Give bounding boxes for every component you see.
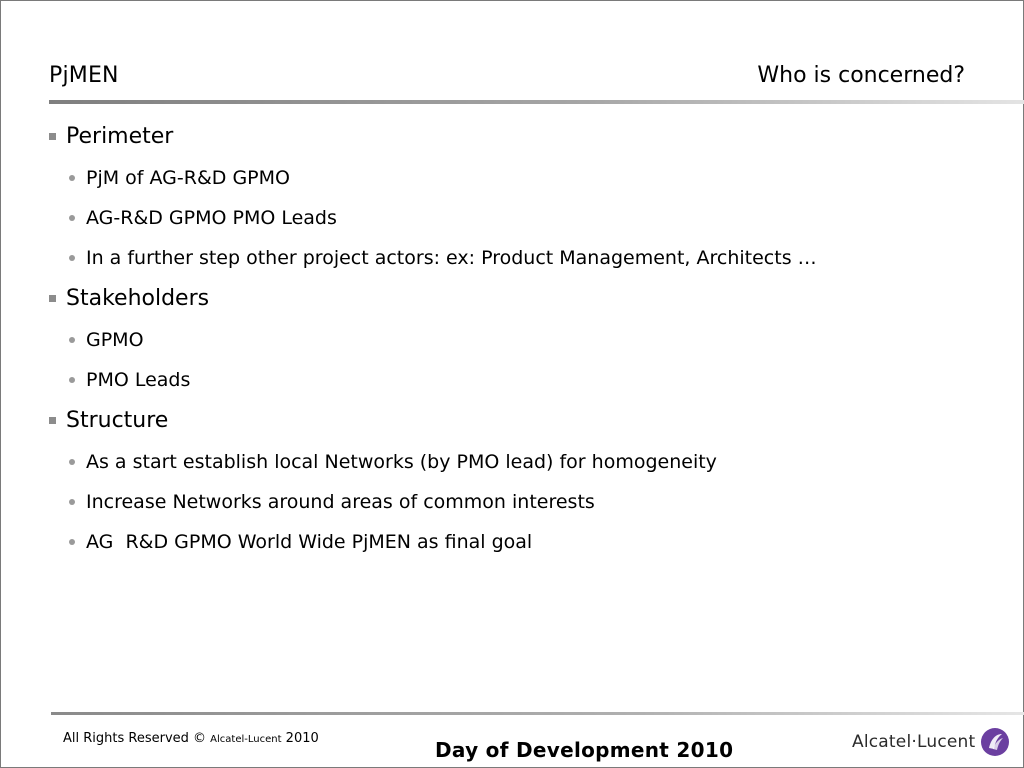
list-item [47,489,987,515]
stakeholders-list [47,327,987,393]
dot-bullet-icon [69,459,75,465]
section-heading-text: Structure [66,408,169,433]
copyright-notice [63,731,319,746]
square-bullet-icon [49,295,56,302]
dot-bullet-icon [69,337,75,343]
list-item-text: AG-R&D GPMO PMO Leads [86,207,337,229]
footer-divider [51,712,1024,715]
section-heading-text: Perimeter [66,124,174,149]
dot-bullet-icon [69,175,75,181]
list-item-text: As a start establish local Networks (by PMO lead) for homogeneity [86,451,717,473]
slide-content [47,123,987,569]
dot-bullet-icon [69,539,75,545]
section-heading-stakeholders [47,285,987,313]
logo-text: Alcatel·Lucent [852,732,976,752]
list-item-text: Increase Networks around areas of common interests [86,491,595,513]
perimeter-list [47,165,987,271]
list-item [47,449,987,475]
event-name: Day of Development 2010 [435,738,734,762]
list-item-text: AG R&D GPMO World Wide PjMEN as final goal [86,531,533,553]
list-item [47,245,987,271]
slide-title: PjMEN [49,63,119,88]
list-item-text: PjM of AG-R&D GPMO [86,167,290,189]
dot-bullet-icon [69,255,75,261]
list-item [47,367,987,393]
rights-year: 2010 [285,731,319,746]
list-item [47,327,987,353]
rights-company: Alcatel-Lucent [210,734,282,745]
header-divider [49,100,1024,104]
section-heading-perimeter [47,123,987,151]
square-bullet-icon [49,133,56,140]
list-item-text: GPMO [86,329,144,351]
section-heading-text: Stakeholders [66,286,210,311]
dot-bullet-icon [69,215,75,221]
slide-subtitle: Who is concerned? [757,63,965,88]
company-logo [852,727,1010,757]
dot-bullet-icon [69,377,75,383]
structure-list [47,449,987,555]
list-item-text: In a further step other project actors: ex: Product Management, Architects … [86,247,817,269]
list-item [47,205,987,231]
list-item [47,165,987,191]
dot-bullet-icon [69,499,75,505]
section-heading-structure [47,407,987,435]
list-item-text: PMO Leads [86,369,191,391]
alcatel-lucent-swirl-icon [980,727,1010,757]
rights-prefix: All Rights Reserved © [63,731,207,746]
list-item [47,529,987,555]
square-bullet-icon [49,417,56,424]
